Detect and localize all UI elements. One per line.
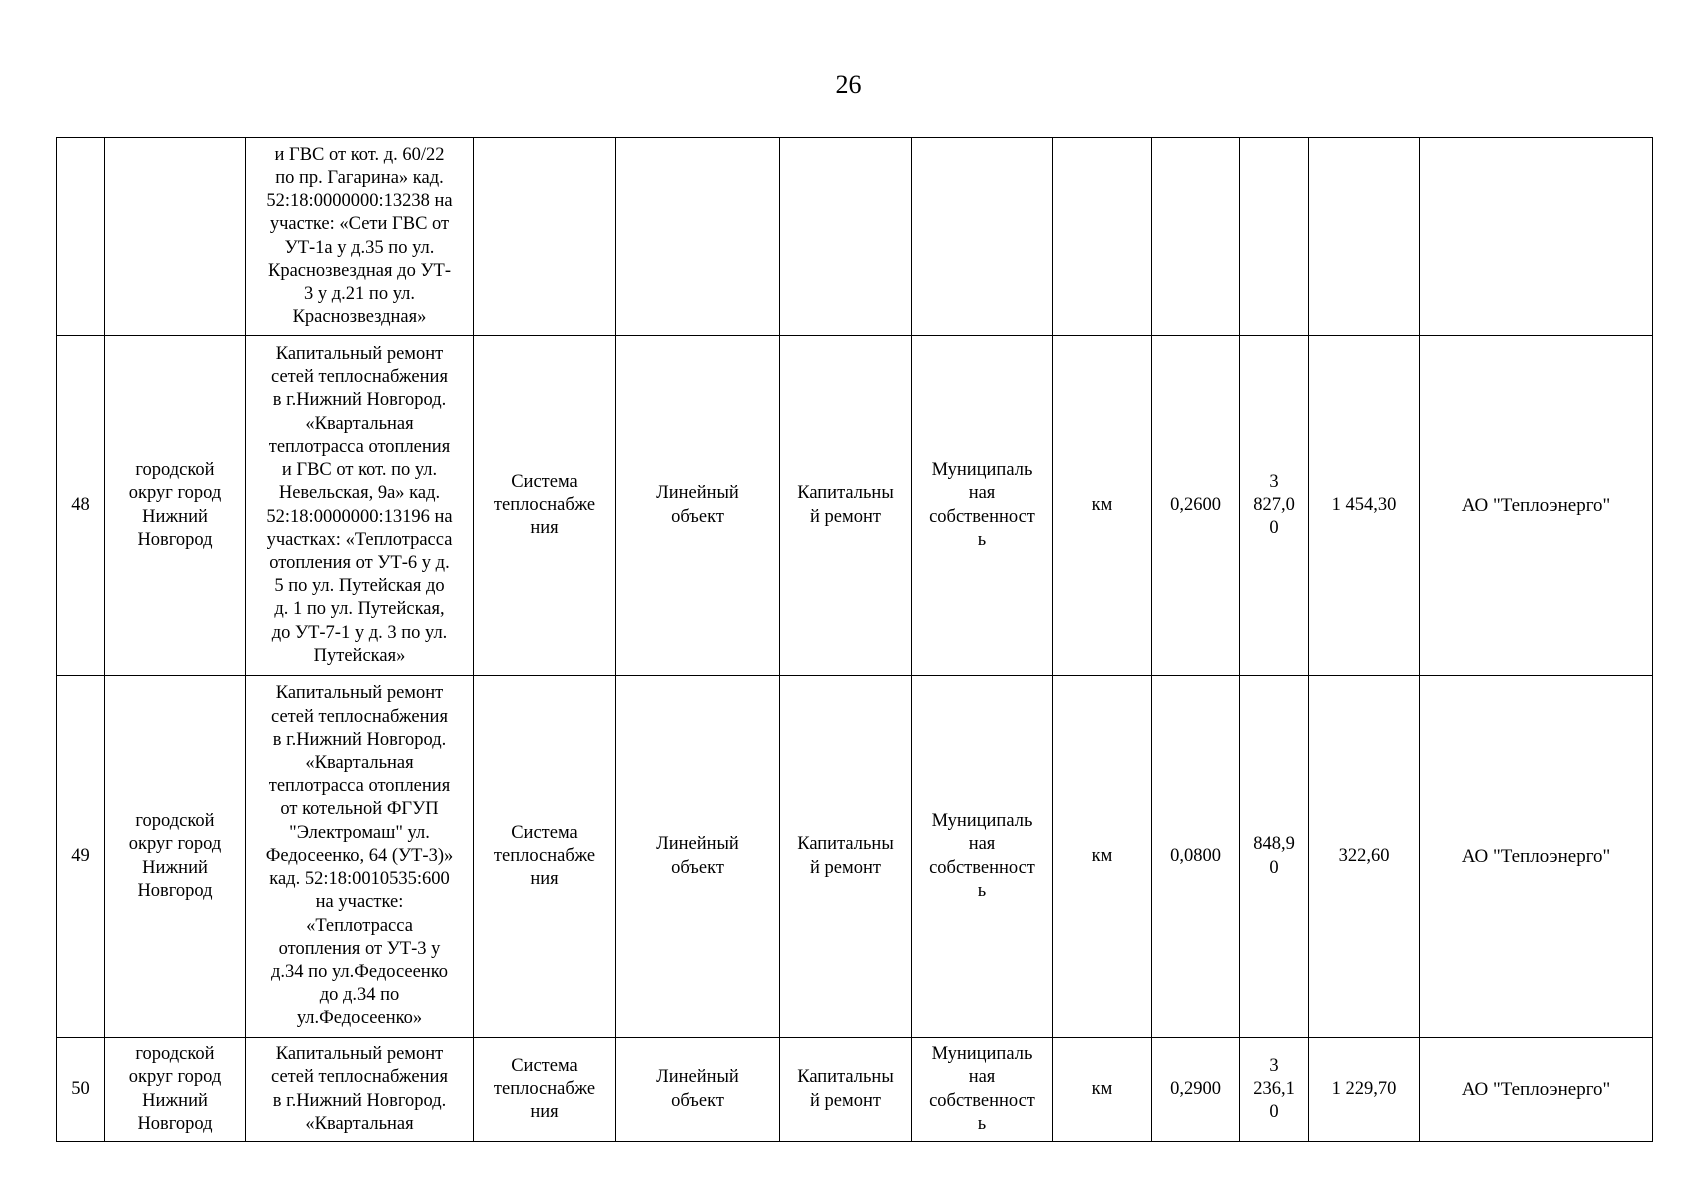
cell-line: 3 [1269, 471, 1279, 492]
cell-line: Линейный [656, 483, 739, 504]
cell-line: Линейный [656, 834, 739, 855]
ownership-cell [912, 1038, 1053, 1142]
cell-line: Капитальный ремонт [275, 683, 444, 704]
cell-line: собственност [929, 857, 1035, 878]
cell-line: 0 [1269, 1102, 1279, 1123]
length-cell [1152, 138, 1240, 336]
cell-line: УТ-1а у д.35 по ул. [284, 237, 435, 258]
cell-line: округ город [128, 834, 222, 855]
cell-line: Система [511, 1055, 578, 1076]
cell-line: теплотрасса отопления [268, 776, 451, 797]
operator-cell: АО "Теплоэнерго" [1420, 676, 1653, 1038]
cell-line: Система [511, 471, 578, 492]
cell-line: Капитальный ремонт [275, 344, 444, 365]
municipality-cell [105, 676, 246, 1038]
description-cell [246, 676, 474, 1038]
table-row [57, 336, 1653, 676]
cell-line: собственност [929, 506, 1035, 527]
table-row [57, 1038, 1653, 1142]
ownership-cell [912, 138, 1053, 336]
amount-cell [1309, 138, 1420, 336]
system-cell [474, 336, 616, 676]
cell-line: объект [671, 1090, 724, 1111]
system-cell [474, 676, 616, 1038]
table-row [57, 676, 1653, 1038]
cell-line: ь [977, 880, 987, 901]
work-type-cell [780, 1038, 912, 1142]
cell-line: «Квартальная [305, 753, 414, 774]
cell-line: теплоснабже [493, 494, 596, 515]
cell-line: сетей теплоснабжения [271, 706, 448, 727]
cell-line: до д.34 по [319, 985, 400, 1006]
cell-line: «Квартальная [305, 1113, 414, 1134]
ownership-cell [912, 676, 1053, 1038]
cell-line: Нижний [142, 857, 208, 878]
operator-cell: АО "Теплоэнерго" [1420, 1038, 1653, 1142]
description-cell [246, 1038, 474, 1142]
object-type-cell [616, 336, 780, 676]
row-number-cell: 49 [57, 676, 105, 1038]
cell-line: 52:18:0000000:13238 на [266, 191, 453, 212]
cell-line: теплотрасса отопления [268, 436, 451, 457]
cell-line: ная [968, 1067, 996, 1088]
cell-line: отопления от УТ-6 у д. [269, 552, 450, 573]
length-cell: 0,0800 [1152, 676, 1240, 1038]
system-cell [474, 138, 616, 336]
cell-line: Система [511, 822, 578, 843]
length-cell: 0,2600 [1152, 336, 1240, 676]
cell-line: от котельной ФГУП [280, 799, 439, 820]
cell-line: и ГВС от кот. по ул. [281, 460, 438, 481]
amount-cell: 322,60 [1309, 676, 1420, 1038]
cell-line: 52:18:0000000:13196 на [266, 506, 453, 527]
cell-line: Муниципаль [931, 811, 1033, 832]
cell-line: Краснозвездная до УТ- [267, 260, 451, 281]
cell-line: Муниципаль [931, 460, 1033, 481]
cell-line: участке: «Сети ГВС от [269, 214, 450, 235]
cell-line: на участке: [315, 892, 404, 913]
cell-line: собственност [929, 1090, 1035, 1111]
table-body [57, 138, 1653, 1142]
cell-line: й ремонт [810, 857, 881, 878]
cell-line: участках: «Теплотрасса [266, 529, 453, 550]
cell-line: ь [977, 1113, 987, 1134]
object-type-cell [616, 676, 780, 1038]
cell-line: Краснозвездная» [292, 307, 427, 328]
description-cell [246, 138, 474, 336]
cell-line: сетей теплоснабжения [271, 367, 448, 388]
cell-line: отопления от УТ-3 у [278, 938, 441, 959]
cell-line: объект [671, 857, 724, 878]
unit-cell [1053, 138, 1152, 336]
cell-line: Новгород [137, 1113, 213, 1134]
cell-line: в г.Нижний Новгород. [272, 1090, 447, 1111]
cell-line: Муниципаль [931, 1044, 1033, 1065]
cell-line: ния [530, 1102, 559, 1123]
cell-line: й ремонт [810, 506, 881, 527]
cell-line: «Теплотрасса [306, 915, 413, 936]
cell-line: 3 у д.21 по ул. [304, 283, 415, 304]
operator-cell [1420, 138, 1653, 336]
cell-line: ная [968, 834, 996, 855]
work-type-cell [780, 138, 912, 336]
cell-line: 0 [1269, 518, 1279, 539]
cell-line: Капитальны [797, 834, 894, 855]
unit-cell: км [1053, 676, 1152, 1038]
registry-table [56, 137, 1653, 1142]
row-number-cell: 48 [57, 336, 105, 676]
length-cell: 0,2900 [1152, 1038, 1240, 1142]
operator-cell: АО "Теплоэнерго" [1420, 336, 1653, 676]
cell-line: Новгород [137, 880, 213, 901]
object-type-cell [616, 1038, 780, 1142]
cell-line: в г.Нижний Новгород. [272, 390, 447, 411]
cell-line: городской [135, 1044, 215, 1065]
cell-line: ул.Федосеенко» [296, 1008, 423, 1029]
cell-line: ния [530, 518, 559, 539]
cell-line: Нижний [142, 506, 208, 527]
cell-line: и ГВС от кот. д. 60/22 [274, 144, 445, 165]
ownership-cell [912, 336, 1053, 676]
system-cell [474, 1038, 616, 1142]
cell-line: 827,0 [1253, 494, 1295, 515]
row-number-cell [57, 138, 105, 336]
row-number-cell: 50 [57, 1038, 105, 1142]
cell-line: Нижний [142, 1090, 208, 1111]
amount-cell: 1 229,70 [1309, 1038, 1420, 1142]
cell-line: "Электромаш" ул. [289, 822, 430, 843]
cell-line: д. 1 по ул. Путейская, [274, 599, 445, 620]
cell-line: 5 по ул. Путейская до [274, 576, 445, 597]
cell-line: округ город [128, 1067, 222, 1088]
cell-line: 0 [1269, 857, 1279, 878]
cell-line: городской [135, 811, 215, 832]
cell-line: округ город [128, 483, 222, 504]
page-number: 26 [835, 70, 862, 99]
cell-line: Капитальный ремонт [275, 1044, 444, 1065]
municipality-cell [105, 336, 246, 676]
cell-line: до УТ-7-1 у д. 3 по ул. [271, 622, 448, 643]
description-cell [246, 336, 474, 676]
table-row [57, 138, 1653, 336]
cell-line: Невельская, 9а» кад. [278, 483, 441, 504]
cell-line: й ремонт [810, 1090, 881, 1111]
cell-line: Новгород [137, 529, 213, 550]
cell-line: ния [530, 869, 559, 890]
municipality-cell [105, 138, 246, 336]
municipality-cell [105, 1038, 246, 1142]
cell-line: теплоснабже [493, 845, 596, 866]
cost-cell [1240, 138, 1309, 336]
cell-line: объект [671, 506, 724, 527]
cell-line: Линейный [656, 1067, 739, 1088]
object-type-cell [616, 138, 780, 336]
cell-line: 236,1 [1253, 1078, 1295, 1099]
cell-line: городской [135, 460, 215, 481]
unit-cell: км [1053, 336, 1152, 676]
cell-line: кад. 52:18:0010535:600 [269, 869, 450, 890]
cell-line: 848,9 [1253, 834, 1295, 855]
cell-line: теплоснабже [493, 1078, 596, 1099]
cell-line: ь [977, 529, 987, 550]
work-type-cell [780, 336, 912, 676]
unit-cell: км [1053, 1038, 1152, 1142]
cost-cell [1240, 676, 1309, 1038]
cell-line: 3 [1269, 1055, 1279, 1076]
cost-cell [1240, 336, 1309, 676]
cell-line: Федосеенко, 64 (УТ-3)» [265, 845, 454, 866]
cell-line: д.34 по ул.Федосеенко [271, 961, 448, 982]
cell-line: по пр. Гагарина» кад. [275, 167, 444, 188]
cell-line: ная [968, 483, 996, 504]
cell-line: Капитальны [797, 483, 894, 504]
cell-line: Путейская» [313, 645, 406, 666]
cell-line: в г.Нижний Новгород. [272, 729, 447, 750]
amount-cell: 1 454,30 [1309, 336, 1420, 676]
cell-line: Капитальны [797, 1067, 894, 1088]
cell-line: сетей теплоснабжения [271, 1067, 448, 1088]
cost-cell [1240, 1038, 1309, 1142]
work-type-cell [780, 676, 912, 1038]
cell-line: «Квартальная [305, 413, 414, 434]
